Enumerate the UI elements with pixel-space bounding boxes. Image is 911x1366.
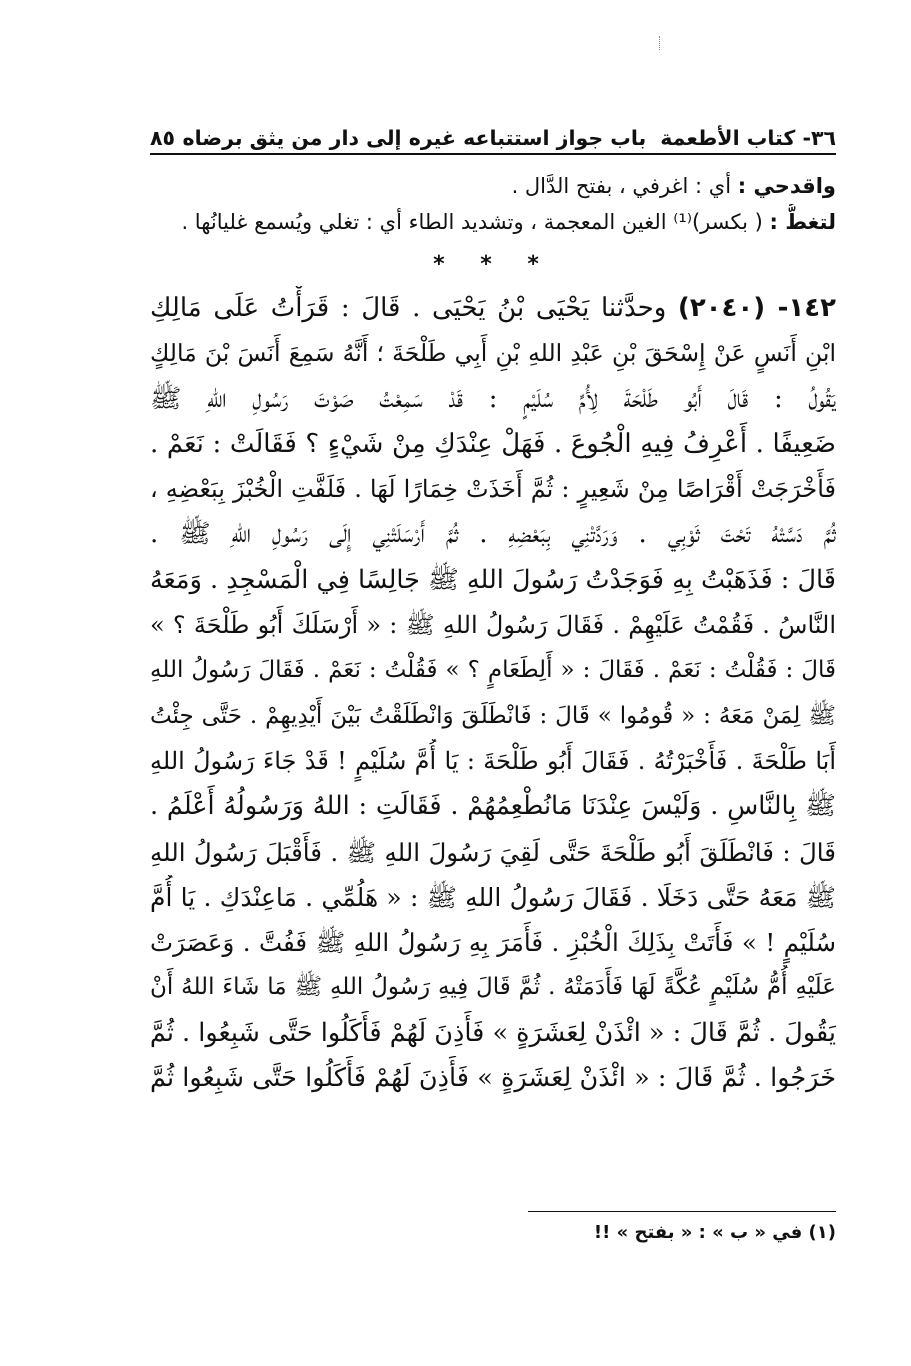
hadith-line: فَأَخْرَجَتْ أَقْرَاصًا مِنْ شَعِيرٍ : ثُمَّ أَخَذَتْ خِمَارًا لَهَا . فَلَفَّتِ الْخُبْزَ بِبَعْضِهِ ،	[150, 475, 836, 504]
hadith-line: ﷺ بِالنَّاسِ . وَلَيْسَ عِنْدَنَا مَانُطْعِمُهُمْ . فَقَالَتِ : اللهُ وَرَسُولُهُ أَعْلَمُ .	[150, 791, 836, 822]
hadith-line	[150, 286, 836, 331]
glossary-term: واقدحي :	[737, 174, 836, 198]
hadith-line: قَالَ : فَانْطَلَقَ أَبُو طَلْحَةَ حَتَّى لَقِيَ رَسُولَ اللهِ ﷺ . فَأَقْبَلَ رَسُولُ اللهِ	[150, 837, 836, 867]
hadith-number: ١٤٢- (٢٠٤٠)	[677, 293, 836, 323]
hadith-line: قَالَ : فَذَهَبْتُ بِهِ فَوَجَدْتُ رَسُولَ اللهِ ﷺ جَالِسًا فِي الْمَسْجِدِ . وَمَعَهُ	[150, 564, 836, 595]
glossary-note	[150, 204, 836, 240]
page-number: ٨٥	[150, 126, 176, 150]
hadith-line: ﷺ مَعَهُ حَتَّى دَخَلَا . فَقَالَ رَسُولُ اللهِ ﷺ : « هَلُمِّي . مَاعِنْدَكِ . يَا أُمَّ	[150, 882, 836, 912]
hadith-line: سُلَيْمٍ ! » فَأَتَتْ بِذَلِكَ الْخُبْزِ . فَأَمَرَ بِهِ رَسُولُ اللهِ ﷺ فَفُتَّ . وَعَصَرَتْ	[150, 928, 836, 958]
footnote-rule	[528, 1211, 836, 1212]
hadith-line: يَقُولُ : قَالَ أَبُو طَلْحَةَ لِأُمِّ سُلَيْمٍ : قَدْ سَمِعْتُ صَوْتَ رَسُولِ اللهِ ﷺ	[150, 383, 836, 414]
header-rule	[150, 153, 836, 155]
glossary-notes	[150, 168, 836, 240]
hadith-line: ضَعِيفًا . أَعْرِفُ فِيهِ الْجُوعَ . فَهَلْ عِنْدَكِ مِنْ شَيْءٍ ؟ فَقَالَتْ : نَعَمْ .	[150, 428, 836, 459]
section-title: باب جواز استتباعه غيره إلى دار من يثق برضاه	[182, 126, 647, 150]
hadith-line: قَالَ : فَقُلْتُ : نَعَمْ . فَقَالَ : « أَلِطَعَامٍ ؟ » فَقُلْتُ : نَعَمْ . فَقَالَ رَسُولُ اللهِ	[150, 657, 836, 684]
footnote: (١) في « ب » : « بفتح » !!	[593, 1222, 836, 1243]
chapter-title: ٣٦- كتاب الأطعمة	[660, 126, 836, 150]
hadith-text	[150, 286, 836, 1101]
hadith-line: عَلَيْهِ أُمُّ سُلَيْمٍ عُكَّةً لَهَا فَأَدَمَتْهُ . ثُمَّ قَالَ فِيهِ رَسُولُ اللهِ ﷺ مَا شَاءَ اللهُ أَنْ	[150, 974, 836, 1001]
hadith-line: يَقُولَ . ثُمَّ قَالَ : « ائْذَنْ لِعَشَرَةٍ » فَأَذِنَ لَهُمْ فَأَكَلُوا حَتَّى شَبِعُوا . ثُمَّ	[150, 1017, 836, 1048]
glossary-definition: أي : اغرفي ، بفتح الدَّال .	[511, 174, 732, 198]
scan-artifact	[659, 36, 662, 50]
running-header	[150, 110, 836, 150]
glossary-definition: ( بكسر)⁽¹⁾ الغين المعجمة ، وتشديد الطاء أي : تغلي ويُسمع غليانُها .	[181, 210, 763, 234]
hadith-line-text: وحدَّثنا يَحْيَى بْنُ يَحْيَى . قَالَ : قَرَأْتُ عَلَى مَالِكِ	[150, 293, 667, 323]
glossary-note	[150, 168, 836, 204]
hadith-line: ﷺ لِمَنْ مَعَهُ : « قُومُوا » قَالَ : فَانْطَلَقَ وَانْطَلَقْتُ بَيْنَ أَيْدِيهِمْ . حَتَّى جِئْتُ	[150, 702, 836, 729]
glossary-term: لتغطُّ :	[769, 210, 836, 234]
section-separator: * * *	[433, 252, 553, 277]
hadith-line: النَّاسُ . فَقُمْتُ عَلَيْهِمْ . فَقَالَ رَسُولُ اللهِ ﷺ : « أَرْسَلَكَ أَبُو طَلْحَةَ ؟ »	[150, 611, 836, 640]
hadith-line: ثُمَّ دَسَّتْهُ تَحْتَ ثَوْبِي . وَرَدَّتْنِي بِبَعْضِهِ . ثُمَّ أَرْسَلَتْنِي إِلَى رَسُولِ اللهِ ﷺ .	[150, 519, 836, 550]
hadith-line: أَبَا طَلْحَةَ . فَأَخْبَرْتُهُ . فَقَالَ أَبُو طَلْحَةَ : يَا أُمَّ سُلَيْمٍ ! قَدْ جَاءَ رَسُولُ اللهِ	[150, 746, 836, 775]
hadith-line: خَرَجُوا . ثُمَّ قَالَ : « ائْذَنْ لِعَشَرَةٍ » فَأَذِنَ لَهُمْ فَأَكَلُوا حَتَّى شَبِعُوا ثُمَّ	[150, 1063, 836, 1094]
hadith-line: ابْنِ أَنَسٍ عَنْ إِسْحَقَ بْنِ عَبْدِ اللهِ بْنِ أَبِي طَلْحَةَ ؛ أَنَّهُ سَمِعَ أَنَسَ بْنَ مَالِكٍ	[150, 339, 836, 368]
header-title-group	[182, 126, 836, 150]
